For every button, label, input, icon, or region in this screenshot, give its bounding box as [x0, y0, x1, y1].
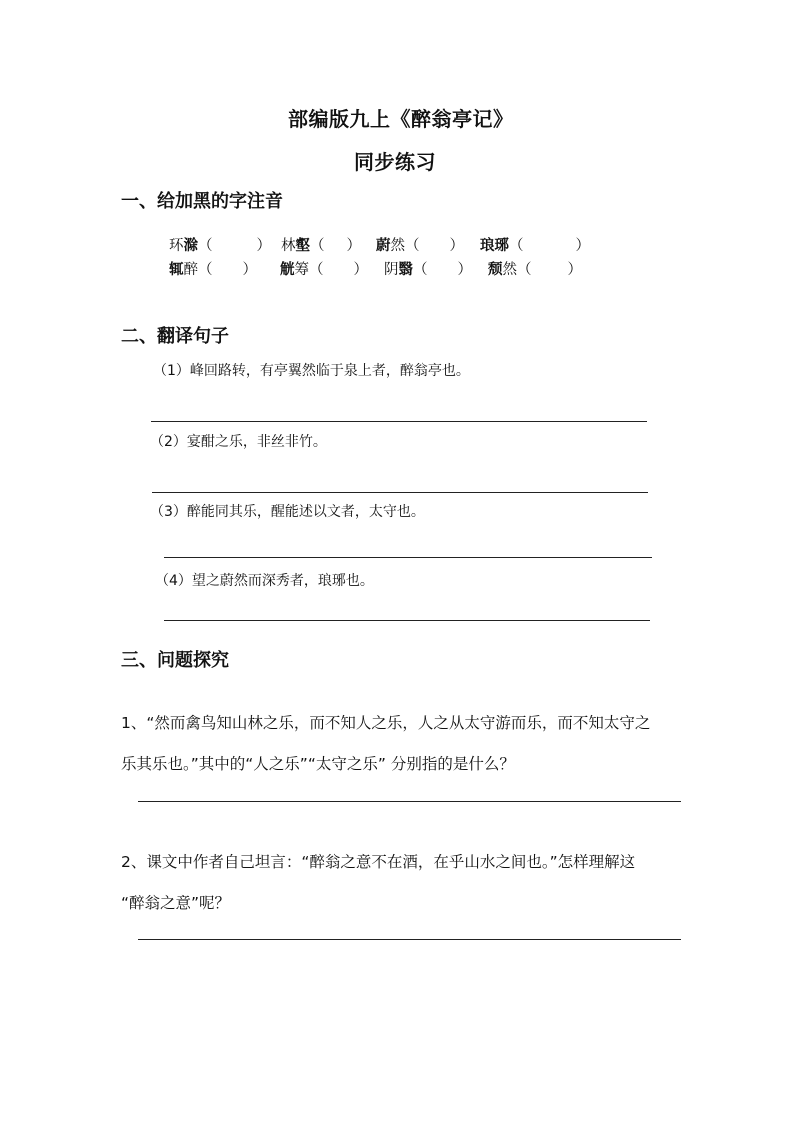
- close-paren: ）: [457, 262, 472, 278]
- pinyin-bold-char: 颓: [488, 262, 503, 278]
- answer-line-1[interactable]: [151, 421, 647, 422]
- pinyin-prefix: 阴: [384, 262, 399, 278]
- pinyin-item-zhezui: [169, 258, 257, 279]
- pinyin-item-yinyi: [384, 258, 472, 279]
- section3-heading: 三、问题探究: [121, 650, 229, 671]
- pinyin-prefix: 林: [281, 238, 296, 254]
- close-paren: ）: [353, 262, 368, 278]
- translate-sentence-4: （4）望之蔚然而深秀者，琅琊也。: [155, 573, 374, 589]
- translate-sentence-2: （2）宴酣之乐，非丝非竹。: [150, 434, 327, 450]
- answer-line-2[interactable]: [152, 492, 648, 493]
- pinyin-item-langya: [480, 234, 590, 255]
- open-paren: （: [198, 238, 213, 254]
- translate-sentence-3: （3）醉能同其乐，醒能述以文者，太守也。: [150, 504, 425, 520]
- section1-heading: 一、给加黑的字注音: [121, 191, 283, 212]
- open-paren: （: [405, 238, 420, 254]
- close-paren: ）: [449, 238, 464, 254]
- pinyin-bold-char: 翳: [398, 262, 413, 278]
- pinyin-rest: 筹: [294, 262, 309, 278]
- pinyin-bold-char: 壑: [295, 238, 310, 254]
- question-1-line-1: 1、“然而禽鸟知山林之乐，而不知人之乐，人之从太守游而乐，而不知太守之: [121, 714, 651, 732]
- pinyin-bold-char: 辄: [169, 262, 184, 278]
- page-title: 部编版九上《醉翁亭记》: [288, 107, 514, 131]
- page-subtitle: 同步练习: [354, 150, 436, 174]
- answer-line-q2[interactable]: [138, 939, 681, 940]
- close-paren: ）: [567, 262, 582, 278]
- open-paren: （: [309, 262, 324, 278]
- question-2-line-2: “醉翁之意”呢？: [121, 894, 231, 912]
- open-paren: （: [198, 262, 213, 278]
- pinyin-item-weiran: [376, 234, 464, 255]
- pinyin-bold-char: 觥: [280, 262, 295, 278]
- question-1-line-2: 乐其乐也。”其中的“人之乐”“太守之乐” 分别指的是什么？: [121, 755, 515, 773]
- open-paren: （: [310, 238, 325, 254]
- open-paren: （: [413, 262, 428, 278]
- question-2-line-1: 2、课文中作者自己坦言：“醉翁之意不在酒，在乎山水之间也。”怎样理解这: [121, 853, 636, 871]
- pinyin-item-gongchou: [280, 258, 368, 279]
- answer-line-q1[interactable]: [138, 801, 681, 802]
- pinyin-rest: 然: [502, 262, 517, 278]
- close-paren: ）: [346, 238, 361, 254]
- pinyin-item-huanchu: [169, 234, 271, 255]
- pinyin-item-tuiran: [488, 258, 582, 279]
- answer-line-4[interactable]: [164, 620, 650, 621]
- close-paren: ）: [242, 262, 257, 278]
- open-paren: （: [517, 262, 532, 278]
- answer-line-3[interactable]: [164, 557, 652, 558]
- pinyin-item-linhe: [281, 234, 361, 255]
- pinyin-rest: 然: [390, 238, 405, 254]
- pinyin-bold-char: 琅琊: [480, 238, 509, 254]
- pinyin-bold-char: 蔚: [376, 238, 391, 254]
- open-paren: （: [509, 238, 524, 254]
- close-paren: ）: [256, 238, 271, 254]
- translate-sentence-1: （1）峰回路转，有亭翼然临于泉上者，醉翁亭也。: [153, 363, 470, 379]
- section2-heading: 二、翻译句子: [121, 326, 229, 347]
- pinyin-prefix: 环: [169, 238, 184, 254]
- close-paren: ）: [575, 238, 590, 254]
- pinyin-rest: 醉: [183, 262, 198, 278]
- pinyin-bold-char: 滁: [183, 238, 198, 254]
